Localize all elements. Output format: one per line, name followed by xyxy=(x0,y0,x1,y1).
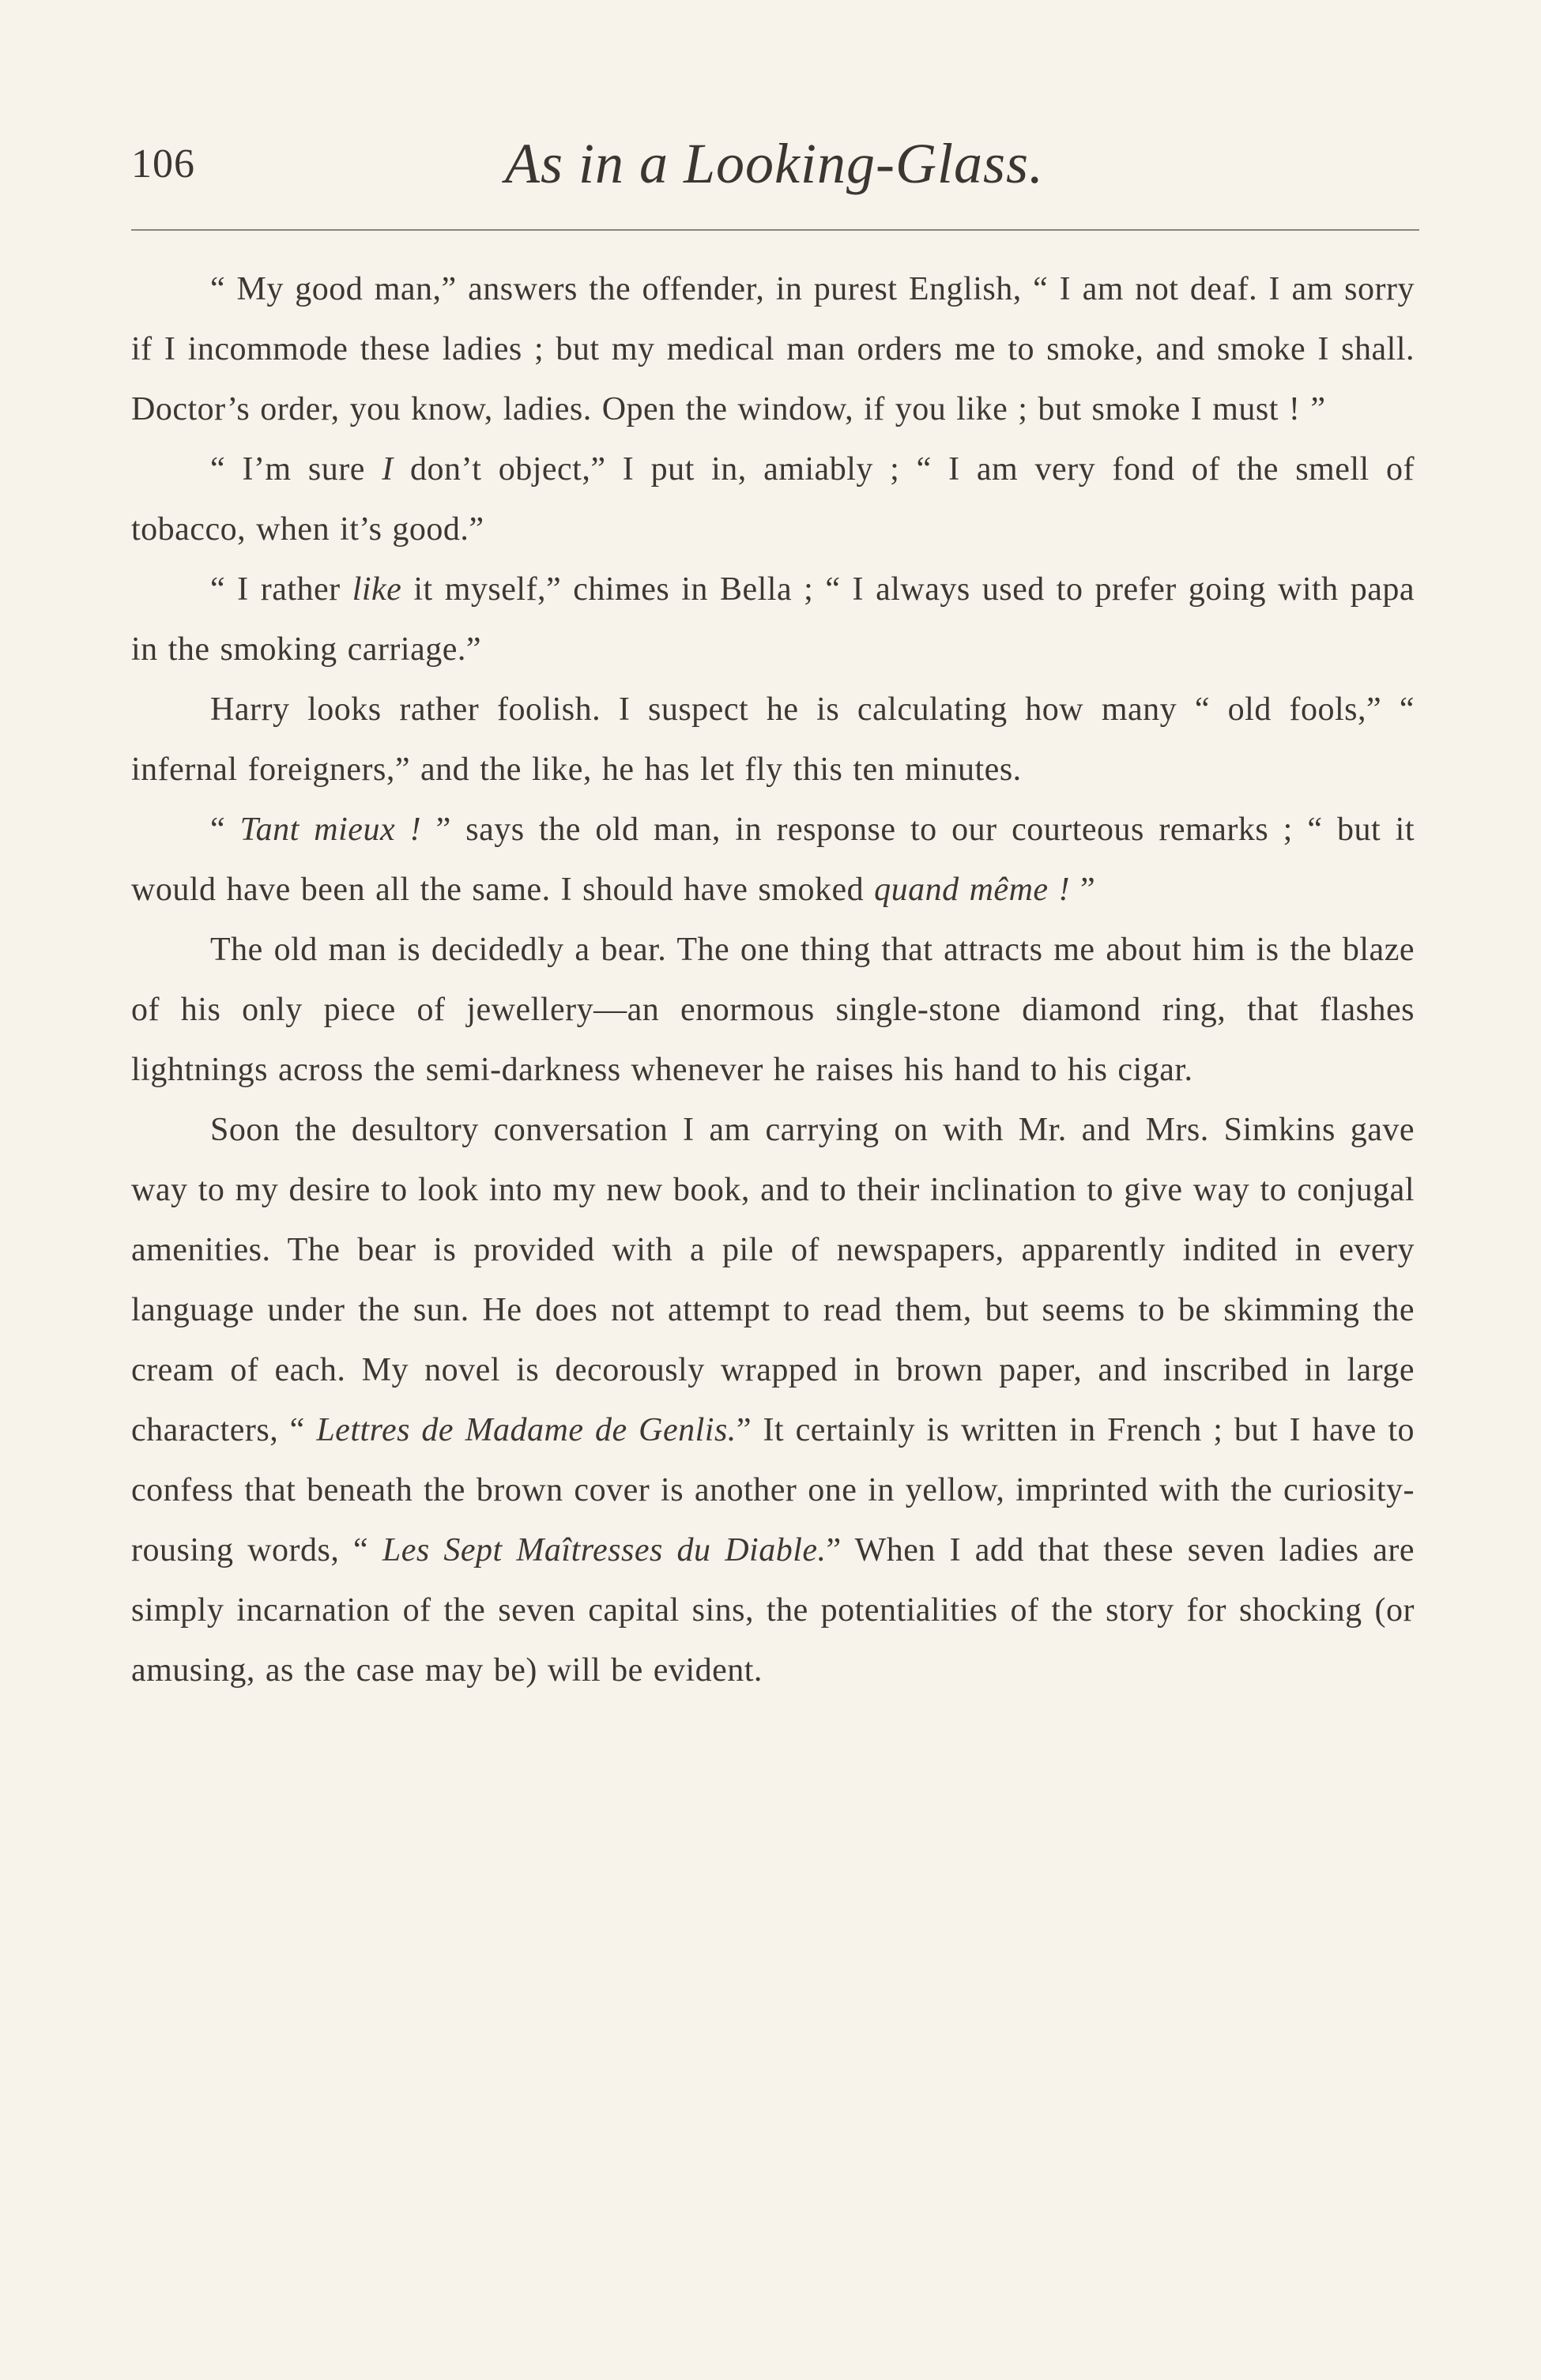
text-segment: “ I rather xyxy=(210,571,352,608)
text-segment: “ My good man,” answers the offender, in purest English, “ I am not deaf. I am sorry if I incommode these ladies ; but my medical man orders me to smoke, and smoke I shall. Doctor’s order, you know, ladies. Open the window, if you like ; but smoke I must ! ” xyxy=(131,271,1415,427)
paragraph xyxy=(131,559,1415,680)
text-segment: ” When I add that these seven ladies are simply incarnation of the seven capital sins, the potentialities of the story for shocking (or amusing, as the case may be) will be evident. xyxy=(131,1532,1415,1689)
running-title: As in a Looking-Glass. xyxy=(504,132,1045,195)
italic-segment: I xyxy=(382,451,394,488)
page-number: 106 xyxy=(131,141,195,186)
body-text xyxy=(131,259,1415,1700)
paragraph xyxy=(131,1100,1415,1700)
italic-segment: like xyxy=(352,571,402,608)
text-segment: ” It certainly is written in French ; but I have to confess that beneath the brown cover is another one in yellow, imprinted with the curiosity-rousing words, “ xyxy=(131,1412,1415,1568)
italic-segment: Tant mieux ! xyxy=(239,812,422,848)
text-segment: don’t object,” I put in, amiably ; “ I am very fond of the smell of tobacco, when it’s good.” xyxy=(131,451,1415,548)
header-rule xyxy=(131,229,1419,231)
italic-segment: Les Sept Maîtresses du Diable. xyxy=(382,1532,827,1568)
text-segment: “ I’m sure xyxy=(210,451,382,488)
text-segment: Soon the desultory conversation I am carrying on with Mr. and Mrs. Simkins gave way to my desire to look into my new book, and to their inclination to give way to conjugal amenities. The bear is provided with a pile of newspapers, apparently indited in every language under the sun. He does not attempt to read them, but seems to be skimming the cream of each. My novel is decorously wrapped in brown paper, and inscribed in large characters, “ xyxy=(131,1112,1415,1448)
paragraph xyxy=(131,439,1415,559)
paragraph xyxy=(131,259,1415,439)
paragraph xyxy=(131,680,1415,800)
text-segment: it myself,” chimes in Bella ; “ I always used to prefer going with papa in the smoking carriage.” xyxy=(131,571,1415,668)
text-segment: The old man is decidedly a bear. The one thing that attracts me about him is the blaze of his only piece of jewellery—an enormous single-stone diamond ring, that flashes lightnings across the semi-darkness whenever he raises his hand to his cigar. xyxy=(131,932,1415,1088)
text-segment: ” says the old man, in response to our courteous remarks ; “ but it would have been all the same. I should have smoked xyxy=(131,812,1415,908)
italic-segment: quand même ! xyxy=(874,872,1071,908)
text-segment: Harry looks rather foolish. I suspect he is calculating how many “ old fools,” “ infernal foreigners,” and the like, he has let fly this ten minutes. xyxy=(131,691,1415,788)
text-segment: ” xyxy=(1070,872,1096,908)
italic-segment: Lettres de Madame de Genlis. xyxy=(316,1412,737,1448)
paragraph xyxy=(131,800,1415,920)
text-segment: “ xyxy=(210,812,240,848)
paragraph xyxy=(131,920,1415,1100)
